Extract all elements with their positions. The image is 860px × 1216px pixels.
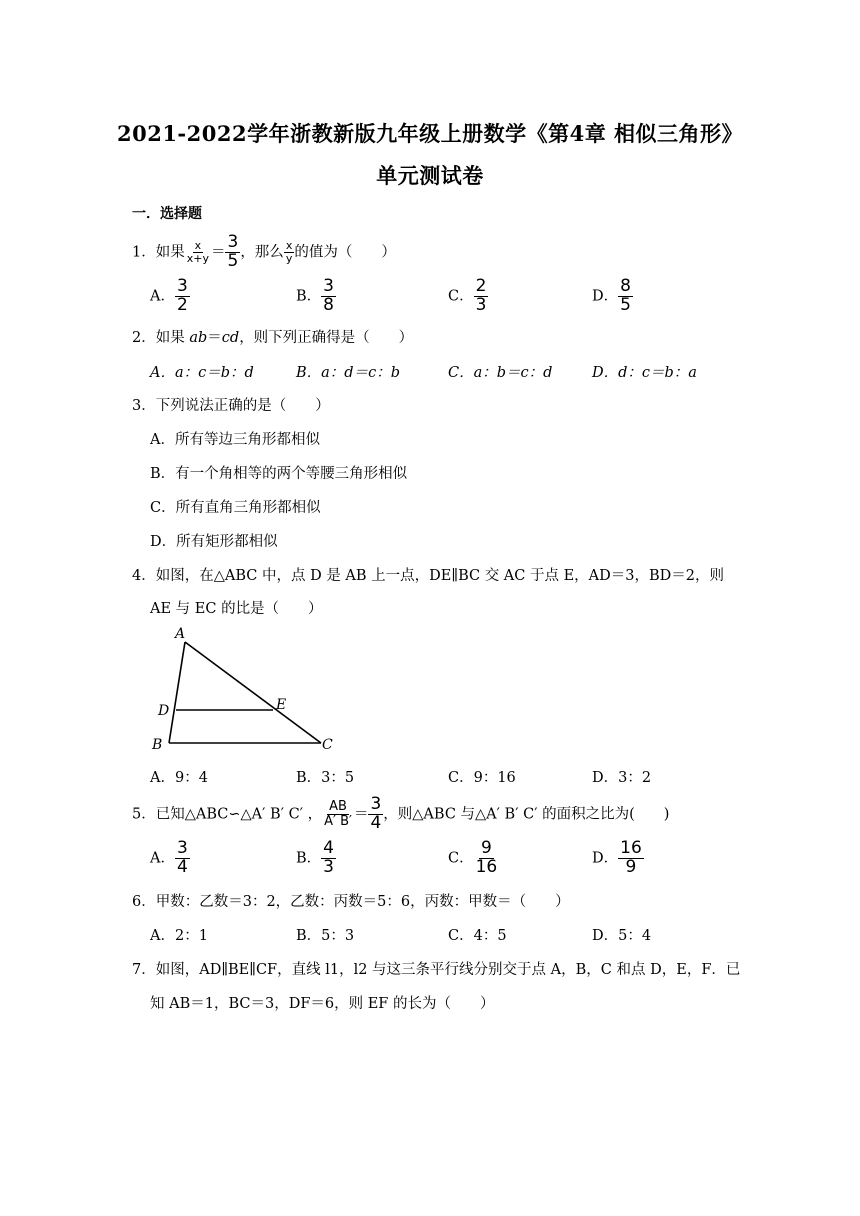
q5-fraction-1: $\frac{AB}{A' B'}$	[324, 799, 352, 829]
q3-option-b: B．有一个角相等的两个等腰三角形相似	[150, 466, 408, 482]
q2-option-c: C．a：b＝c：d	[448, 365, 553, 381]
q2-option-b: B．a：d＝c：b	[296, 365, 400, 381]
q6-option-b: B．5：3	[296, 928, 355, 944]
question-3: 3．下列说法正确的是（ ）	[132, 398, 330, 414]
question-5: 5．已知△ABC∽△A′ B′ C′ ， $\frac{AB}{A' B'}$ ＝ $\frac{3}{4}$ ，则△ABC 与△A′ B′ C′ 的面积之比为( )	[132, 794, 670, 833]
q4-side-ac	[185, 642, 321, 743]
question-6: 6．甲数：乙数＝3：2，乙数：丙数＝5：6，丙数：甲数＝（ ）	[132, 894, 570, 910]
q6-option-c: C．4：5	[448, 928, 507, 944]
question-7-line-1: 7．如图，AD∥BE∥CF，直线 l1，l2 与这三条平行线分别交于点 A，B，C 和点 D，E，F．已	[132, 962, 741, 978]
q4-label-b: B	[152, 737, 163, 753]
q1-fraction-2: $\frac{3}{5}$	[227, 232, 239, 271]
q1-fraction-1: $\frac{x}{x+y}$	[186, 239, 209, 265]
q4-option-c: C．9：16	[448, 770, 516, 786]
q1-option-d: D． $\frac{8}{5}$	[592, 276, 631, 315]
q1-prefix: 1．如果	[132, 244, 185, 261]
q5-option-b: B． $\frac{4}{3}$	[296, 838, 334, 877]
question-2: 2．如果 ab＝cd，则下列正确得是（ ）	[132, 330, 414, 346]
question-1: 1．如果 $\frac{x}{x+y}$ ＝ $\frac{3}{5}$ ，那么 $\frac{x}{y}$ 的值为（ ）	[132, 232, 396, 271]
q4-label-a: A	[175, 626, 186, 642]
q3-option-c: C．所有直角三角形都相似	[150, 500, 321, 516]
title-line-2: 单元测试卷	[376, 163, 484, 188]
q3-option-a: A．所有等边三角形都相似	[150, 432, 320, 448]
title-line-1: 2021-2022学年浙教新版九年级上册数学《第4章 相似三角形》	[116, 121, 744, 146]
q4-option-d: D．3：2	[592, 770, 652, 786]
question-7-line-2: 知 AB＝1，BC＝3，DF＝6，则 EF 的长为（ ）	[150, 996, 495, 1012]
q1-fraction-3: $\frac{x}{y}$	[285, 239, 293, 265]
q4-triangle-figure	[145, 625, 340, 755]
q4-label-c: C	[322, 737, 333, 753]
q4-option-a: A．9：4	[150, 770, 208, 786]
question-4-line-1: 4．如图，在△ABC 中，点 D 是 AB 上一点，DE∥BC 交 AC 于点 E，AD＝3，BD＝2，则	[132, 568, 725, 584]
q4-label-e: E	[276, 697, 287, 713]
q4-option-b: B．3：5	[296, 770, 355, 786]
q1-option-a: A． $\frac{3}{2}$	[150, 276, 188, 315]
q1-option-b: B． $\frac{3}{8}$	[296, 276, 334, 315]
q4-side-ab	[169, 642, 185, 743]
q1-option-c: C． $\frac{2}{3}$	[448, 276, 487, 315]
q5-option-c: C． $\frac{9}{16}$	[448, 838, 498, 877]
q5-option-a: A． $\frac{3}{4}$	[150, 838, 188, 877]
q3-option-d: D．所有矩形都相似	[150, 534, 278, 550]
q5-option-d: D． $\frac{16}{9}$	[592, 838, 642, 877]
question-4-line-2: AE 与 EC 的比是（ ）	[150, 601, 323, 617]
q5-fraction-2: $\frac{3}{4}$	[370, 794, 382, 833]
q6-option-d: D．5：4	[592, 928, 652, 944]
q4-label-d: D	[158, 703, 170, 719]
q2-option-d: D．d：c＝b：a	[592, 365, 697, 381]
q2-option-a: A．a：c＝b：d	[150, 365, 254, 381]
q6-option-a: A．2：1	[150, 928, 208, 944]
section-heading: 一．选择题	[132, 206, 202, 222]
